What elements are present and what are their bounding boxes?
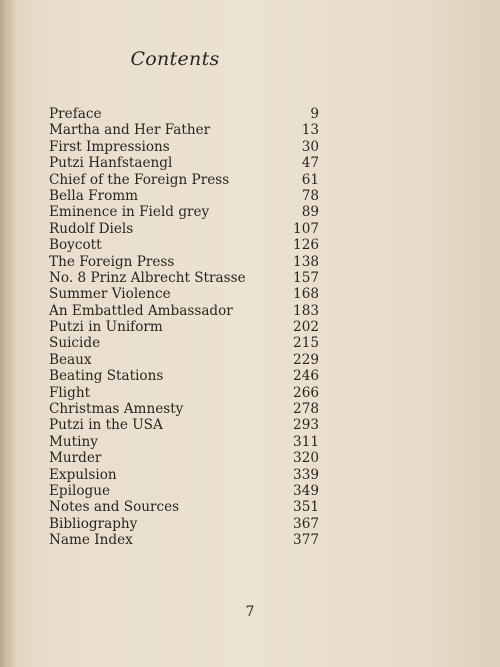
toc-entry-page: 157: [293, 269, 319, 286]
toc-entry-page: 89: [301, 204, 319, 221]
toc-entry: [49, 254, 319, 270]
toc-entry: [49, 368, 319, 384]
toc-entry-page: 107: [293, 220, 319, 237]
toc-entry-title: Christmas Amnesty: [49, 401, 184, 418]
toc-entry-title: Putzi Hanfstaengl: [49, 155, 173, 172]
toc-entry-page: 138: [293, 253, 319, 270]
toc-entry: [49, 286, 319, 302]
toc-entry-page: 183: [293, 302, 319, 319]
toc-entry: [49, 319, 319, 335]
toc-entry-title: The Foreign Press: [49, 253, 175, 270]
toc-entry-page: 168: [293, 286, 319, 303]
toc-entry: [49, 122, 319, 138]
toc-entry-title: Bella Fromm: [49, 187, 139, 204]
toc-entry-page: 311: [293, 433, 319, 450]
toc-entry-title: Mutiny: [49, 433, 98, 450]
toc-entry: [49, 303, 319, 319]
toc-entry-page: 339: [293, 466, 319, 483]
toc-entry-title: Expulsion: [49, 466, 117, 483]
toc-entry-page: 266: [293, 384, 319, 401]
toc-entry-title: No. 8 Prinz Albrecht Strasse: [49, 269, 246, 286]
toc-entry: [49, 499, 319, 515]
toc-entry-title: Bibliography: [49, 515, 138, 532]
toc-entry: [49, 172, 319, 188]
toc-entry-page: 47: [301, 155, 319, 172]
toc-entry-page: 202: [293, 319, 319, 336]
toc-entry-page: 320: [293, 450, 319, 467]
toc-entry-page: 367: [293, 515, 319, 532]
page-number: 7: [245, 604, 255, 620]
toc-entry-page: 377: [293, 532, 319, 549]
toc-entry-page: 349: [293, 482, 319, 499]
toc-entry-title: Beaux: [49, 351, 92, 368]
toc-entry: [49, 467, 319, 483]
toc-entry-title: Rudolf Diels: [49, 220, 134, 237]
toc-entry: [49, 352, 319, 368]
toc-entry: [49, 417, 319, 433]
book-gutter-shadow: [0, 0, 16, 667]
toc-entry: [49, 450, 319, 466]
toc-entry-title: Putzi in the USA: [49, 417, 163, 434]
toc-entry: [49, 270, 319, 286]
toc-entry-page: 126: [293, 237, 319, 254]
toc-entry-page: 246: [293, 368, 319, 385]
toc-entry-title: Summer Violence: [49, 286, 171, 303]
toc-entry: [49, 516, 319, 532]
toc-entry-title: Putzi in Uniform: [49, 319, 163, 336]
toc-entry-title: Epilogue: [49, 482, 111, 499]
toc-entry-title: Beating Stations: [49, 368, 164, 385]
toc-entry: [49, 155, 319, 171]
toc-entry: [49, 204, 319, 220]
toc-entry: [49, 106, 319, 122]
toc-entry-page: 293: [293, 417, 319, 434]
toc-entry: [49, 335, 319, 351]
toc-entry: [49, 483, 319, 499]
toc-entry: [49, 401, 319, 417]
toc-entry-title: An Embattled Ambassador: [49, 302, 233, 319]
toc-entry-title: Suicide: [49, 335, 101, 352]
toc-entry-title: Boycott: [49, 237, 102, 254]
toc-entry-title: Eminence in Field grey: [49, 204, 210, 221]
toc-entry-page: 61: [301, 171, 319, 188]
toc-entry-title: Name Index: [49, 532, 133, 549]
toc-entry: [49, 139, 319, 155]
page-title: Contents: [130, 48, 220, 70]
toc-entry: [49, 188, 319, 204]
table-of-contents: [49, 106, 319, 549]
toc-entry-title: Murder: [49, 450, 102, 467]
toc-entry-page: 13: [301, 122, 319, 139]
toc-entry-page: 30: [301, 138, 319, 155]
toc-entry-page: 78: [301, 187, 319, 204]
toc-entry-page: 9: [310, 106, 319, 122]
toc-entry-page: 215: [293, 335, 319, 352]
toc-entry: [49, 385, 319, 401]
toc-entry-title: First Impressions: [49, 138, 170, 155]
toc-entry-title: Chief of the Foreign Press: [49, 171, 230, 188]
toc-entry-title: Preface: [49, 106, 102, 122]
toc-entry-page: 229: [293, 351, 319, 368]
toc-entry-page: 278: [293, 401, 319, 418]
toc-entry-page: 351: [293, 499, 319, 516]
toc-entry-title: Flight: [49, 384, 91, 401]
toc-entry-title: Martha and Her Father: [49, 122, 211, 139]
toc-entry: [49, 434, 319, 450]
toc-entry-title: Notes and Sources: [49, 499, 180, 516]
toc-entry: [49, 221, 319, 237]
toc-entry: [49, 237, 319, 253]
toc-entry: [49, 532, 319, 548]
